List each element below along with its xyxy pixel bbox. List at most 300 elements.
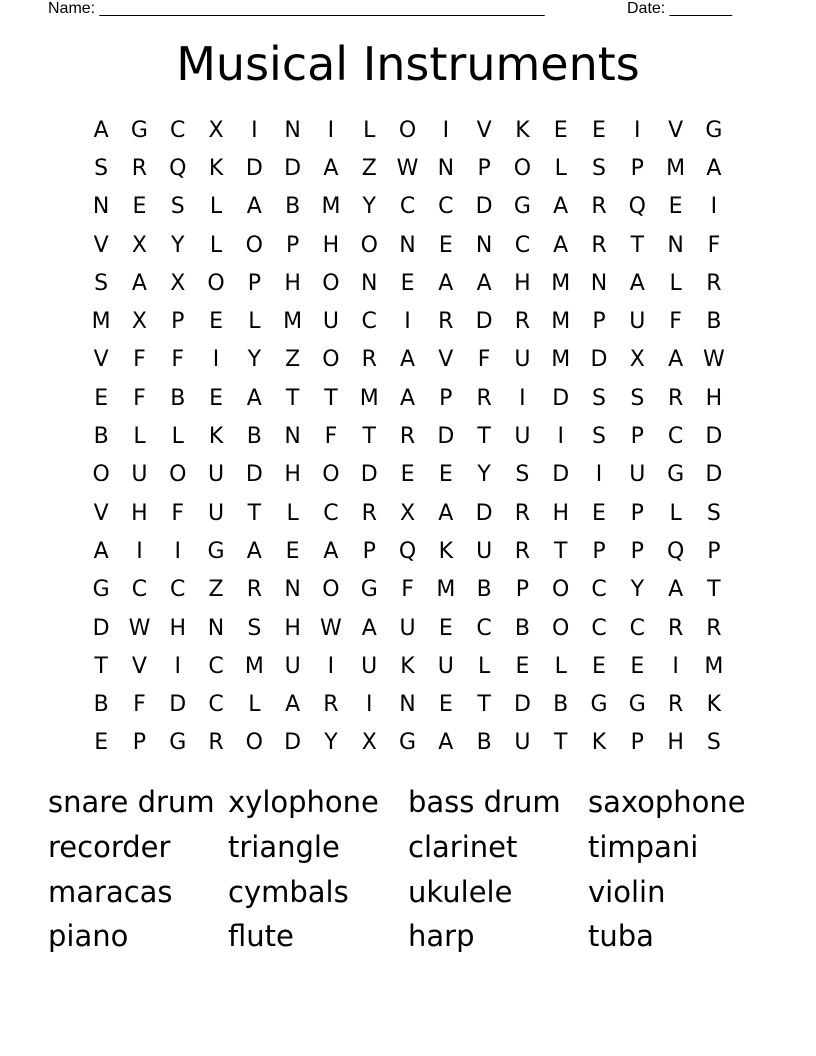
grid-letter[interactable]: Y	[171, 232, 185, 258]
grid-letter[interactable]: A	[361, 615, 377, 641]
grid-letter[interactable]: X	[361, 730, 377, 756]
grid-letter[interactable]: D	[284, 155, 302, 181]
grid-letter[interactable]: N	[284, 577, 301, 603]
grid-letter[interactable]: I	[672, 653, 679, 679]
grid-letter[interactable]: R	[667, 692, 684, 718]
grid-letter[interactable]: D	[284, 730, 302, 756]
grid-letter[interactable]: Z	[361, 155, 377, 181]
word-list	[48, 780, 768, 959]
grid-letter[interactable]: L	[209, 232, 223, 258]
grid-letter[interactable]: T	[362, 424, 376, 450]
grid-letter[interactable]: P	[592, 538, 606, 564]
grid-letter[interactable]: A	[285, 692, 301, 718]
grid-letter[interactable]: Z	[285, 347, 301, 373]
grid-letter[interactable]: N	[284, 117, 301, 143]
grid-letter[interactable]: C	[170, 577, 186, 603]
grid-letter[interactable]: O	[245, 232, 263, 258]
grid-letter[interactable]: O	[398, 117, 417, 143]
grid-letter[interactable]: E	[209, 385, 223, 411]
grid-letter[interactable]: H	[514, 270, 531, 296]
grid-letter[interactable]: U	[399, 615, 416, 641]
grid-letter[interactable]: M	[359, 385, 379, 411]
grid-letter[interactable]: G	[667, 462, 685, 488]
grid-letter[interactable]: S	[706, 500, 721, 526]
grid-letter[interactable]: K	[515, 117, 530, 143]
grid-letter[interactable]: A	[399, 385, 416, 411]
grid-letter[interactable]: E	[630, 653, 645, 679]
grid-letter[interactable]: R	[476, 385, 492, 411]
grid-letter[interactable]: U	[322, 309, 339, 335]
grid-letter[interactable]: R	[514, 538, 531, 564]
grid-letter[interactable]: M	[704, 653, 724, 679]
grid-letter[interactable]: R	[131, 155, 148, 181]
grid-letter[interactable]: X	[629, 347, 645, 373]
grid-letter[interactable]: G	[169, 730, 187, 756]
grid-letter[interactable]: Y	[247, 347, 262, 373]
grid-letter[interactable]: H	[552, 500, 569, 526]
grid-letter[interactable]: B	[170, 385, 186, 411]
grid-letter[interactable]: D	[475, 309, 493, 335]
grid-letter[interactable]: N	[284, 424, 301, 450]
grid-letter[interactable]: L	[171, 424, 184, 450]
grid-letter[interactable]: H	[284, 462, 301, 488]
grid-letter[interactable]: I	[519, 385, 526, 411]
grid-letter[interactable]: A	[553, 232, 569, 258]
grid-letter[interactable]: F	[324, 424, 338, 450]
grid-letter[interactable]: C	[667, 424, 684, 450]
grid-letter[interactable]: R	[438, 309, 454, 335]
grid-letter[interactable]: F	[707, 232, 721, 258]
grid-letter[interactable]: B	[553, 692, 569, 718]
grid-letter[interactable]: C	[591, 615, 607, 641]
grid-letter[interactable]: O	[322, 270, 340, 296]
grid-letter[interactable]: B	[706, 309, 722, 335]
grid-letter[interactable]: I	[251, 117, 258, 143]
grid-letter[interactable]: W	[396, 155, 419, 181]
grid-letter[interactable]: T	[94, 653, 108, 679]
grid-letter[interactable]: A	[438, 270, 454, 296]
grid-letter[interactable]: H	[284, 615, 301, 641]
grid-letter[interactable]: H	[169, 615, 187, 641]
grid-letter[interactable]: R	[591, 194, 607, 220]
grid-letter[interactable]: F	[401, 577, 414, 603]
grid-letter[interactable]: H	[284, 270, 301, 296]
grid-letter[interactable]: U	[514, 730, 531, 756]
grid-letter[interactable]: C	[514, 232, 531, 258]
grid-letter[interactable]: M	[283, 309, 303, 335]
grid-letter[interactable]: Q	[666, 538, 685, 564]
grid-letter[interactable]: A	[323, 538, 339, 564]
grid-letter[interactable]: U	[207, 462, 225, 488]
grid-letter[interactable]: T	[477, 692, 491, 718]
worksheet-header	[0, 0, 816, 20]
grid-letter[interactable]: Z	[208, 577, 224, 603]
grid-letter[interactable]: E	[553, 117, 568, 143]
grid-letter[interactable]: B	[476, 577, 492, 603]
grid-letter[interactable]: P	[362, 538, 376, 564]
grid-letter[interactable]: G	[130, 117, 148, 143]
grid-letter[interactable]: R	[514, 500, 531, 526]
grid-letter[interactable]: B	[93, 692, 109, 718]
grid-letter[interactable]: O	[207, 270, 225, 296]
grid-letter[interactable]: D	[513, 692, 531, 718]
grid-letter[interactable]: G	[398, 730, 417, 756]
grid-letter[interactable]: P	[630, 155, 644, 181]
grid-letter[interactable]: Y	[362, 194, 376, 220]
grid-letter[interactable]: B	[93, 424, 109, 450]
grid-letter[interactable]: R	[667, 385, 684, 411]
grid-letter[interactable]: E	[209, 309, 223, 335]
grid-letter[interactable]: A	[553, 194, 569, 220]
grid-letter[interactable]: G	[628, 692, 646, 718]
grid-letter[interactable]: D	[92, 615, 110, 641]
grid-letter[interactable]: T	[247, 500, 262, 526]
grid-letter[interactable]: E	[438, 462, 453, 488]
grid-letter[interactable]: A	[629, 270, 645, 296]
grid-letter[interactable]: C	[131, 577, 148, 603]
grid-letter[interactable]: Q	[398, 538, 417, 564]
word-list-item: bass drum	[408, 785, 561, 819]
grid-letter[interactable]: E	[592, 653, 606, 679]
grid-letter[interactable]: P	[285, 232, 300, 258]
grid-letter[interactable]: A	[246, 538, 262, 564]
grid-letter[interactable]: G	[92, 577, 110, 603]
grid-letter[interactable]: S	[630, 385, 645, 411]
grid-letter[interactable]: N	[207, 615, 225, 641]
grid-letter[interactable]: G	[360, 577, 378, 603]
grid-letter[interactable]: O	[169, 462, 187, 488]
grid-letter[interactable]: I	[710, 194, 718, 220]
grid-letter[interactable]: L	[554, 155, 567, 181]
grid-letter[interactable]: D	[245, 462, 263, 488]
grid-letter[interactable]: M	[321, 194, 341, 220]
grid-letter[interactable]: E	[132, 194, 147, 220]
grid-letter[interactable]: S	[592, 424, 606, 450]
word-list-item: recorder	[48, 829, 171, 864]
grid-letter[interactable]: K	[208, 155, 224, 181]
grid-letter[interactable]: A	[131, 270, 147, 296]
grid-letter[interactable]: N	[92, 194, 110, 220]
grid-letter[interactable]: A	[438, 500, 454, 526]
grid-letter[interactable]: O	[552, 577, 570, 603]
grid-letter[interactable]: I	[557, 424, 564, 450]
grid-letter[interactable]: O	[360, 232, 378, 258]
grid-letter[interactable]: N	[360, 270, 378, 296]
grid-letter[interactable]: M	[551, 309, 571, 335]
grid-letter[interactable]: L	[554, 653, 567, 679]
grid-letter[interactable]: L	[669, 500, 682, 526]
grid-letter[interactable]: P	[630, 424, 644, 450]
grid-letter[interactable]: D	[245, 155, 263, 181]
grid-letter[interactable]: D	[552, 462, 570, 488]
grid-letter[interactable]: I	[136, 538, 143, 564]
grid-letter[interactable]: T	[285, 385, 300, 411]
grid-letter[interactable]: U	[476, 538, 493, 564]
grid-letter[interactable]: U	[437, 653, 454, 679]
grid-letter[interactable]: O	[322, 347, 340, 373]
grid-letter[interactable]: X	[170, 270, 186, 296]
grid-letter[interactable]: A	[476, 270, 492, 296]
grid-letter[interactable]: U	[284, 653, 301, 679]
grid-letter[interactable]: I	[404, 309, 411, 335]
grid-letter[interactable]: H	[667, 730, 684, 756]
grid-letter[interactable]: C	[476, 615, 492, 641]
grid-letter[interactable]: F	[669, 309, 682, 335]
grid-letter[interactable]: D	[475, 194, 493, 220]
grid-letter[interactable]: P	[132, 730, 147, 756]
grid-letter[interactable]: V	[93, 232, 109, 258]
grid-letter[interactable]: A	[93, 538, 109, 564]
grid-letter[interactable]: B	[514, 615, 530, 641]
word-list-item: saxophone	[588, 785, 746, 819]
grid-letter[interactable]: U	[629, 309, 646, 335]
grid-letter[interactable]: R	[667, 615, 684, 641]
grid-letter[interactable]: N	[399, 232, 416, 258]
grid-letter[interactable]: Q	[628, 194, 646, 220]
grid-letter[interactable]: S	[592, 155, 606, 181]
grid-letter[interactable]: O	[513, 155, 532, 181]
grid-letter[interactable]: V	[93, 347, 109, 373]
grid-letter[interactable]: L	[477, 653, 491, 679]
grid-letter[interactable]: E	[438, 615, 453, 641]
grid-letter[interactable]: U	[629, 462, 646, 488]
grid-letter[interactable]: S	[515, 462, 530, 488]
grid-letter[interactable]: P	[592, 309, 606, 335]
grid-letter[interactable]: E	[285, 538, 300, 564]
grid-letter[interactable]: A	[246, 385, 262, 411]
grid-letter[interactable]: F	[133, 347, 146, 373]
grid-letter[interactable]: H	[705, 385, 723, 411]
grid-letter[interactable]: F	[133, 385, 146, 411]
grid-letter[interactable]: R	[591, 232, 607, 258]
grid-letter[interactable]: C	[208, 692, 224, 718]
grid-letter[interactable]: W	[703, 347, 725, 373]
grid-letter[interactable]: P	[477, 155, 491, 181]
grid-letter[interactable]: X	[399, 500, 416, 526]
grid-letter[interactable]: E	[515, 653, 530, 679]
grid-letter[interactable]: E	[592, 500, 606, 526]
grid-letter[interactable]: P	[247, 270, 261, 296]
grid-letter[interactable]: I	[365, 692, 373, 718]
grid-letter[interactable]: S	[247, 615, 262, 641]
grid-letter[interactable]: P	[171, 309, 185, 335]
grid-letter[interactable]: R	[323, 692, 339, 718]
grid-letter[interactable]: G	[513, 194, 531, 220]
grid-letter[interactable]: E	[94, 730, 109, 756]
grid-letter[interactable]: D	[705, 424, 723, 450]
grid-letter[interactable]: A	[93, 117, 109, 143]
grid-letter[interactable]: Y	[324, 730, 338, 756]
grid-letter[interactable]: N	[475, 232, 493, 258]
grid-letter[interactable]: I	[442, 117, 450, 143]
grid-letter[interactable]: S	[94, 270, 109, 296]
grid-letter[interactable]: E	[94, 385, 109, 411]
grid-letter[interactable]: A	[668, 347, 684, 373]
grid-letter[interactable]: Q	[169, 155, 187, 181]
grid-letter[interactable]: C	[591, 577, 607, 603]
grid-letter[interactable]: P	[630, 538, 644, 564]
grid-letter[interactable]: M	[551, 347, 571, 373]
grid-letter[interactable]: U	[514, 347, 531, 373]
grid-letter[interactable]: R	[361, 500, 377, 526]
grid-letter[interactable]: H	[322, 232, 340, 258]
grid-letter[interactable]: X	[208, 117, 224, 143]
grid-letter[interactable]: N	[437, 155, 455, 181]
grid-letter[interactable]: Y	[630, 577, 645, 603]
grid-letter[interactable]: L	[209, 194, 223, 220]
grid-letter[interactable]: E	[438, 232, 453, 258]
grid-letter[interactable]: N	[590, 270, 608, 296]
grid-letter[interactable]: I	[212, 347, 220, 373]
grid-letter[interactable]: X	[131, 309, 147, 335]
grid-letter[interactable]: T	[477, 424, 491, 450]
grid-letter[interactable]: K	[400, 653, 415, 679]
grid-letter[interactable]: T	[553, 538, 568, 564]
grid-letter[interactable]: L	[133, 424, 146, 450]
grid-letter[interactable]: D	[590, 347, 608, 373]
grid-letter[interactable]: L	[248, 692, 261, 718]
grid-letter[interactable]: F	[171, 347, 185, 373]
grid-letter[interactable]: D	[552, 385, 570, 411]
grid-letter[interactable]: K	[591, 730, 607, 756]
word-list-item: violin	[588, 874, 666, 909]
grid-letter[interactable]: S	[706, 730, 721, 756]
grid-letter[interactable]: U	[361, 653, 378, 679]
grid-letter[interactable]: E	[400, 462, 415, 488]
grid-letter[interactable]: M	[436, 577, 456, 603]
grid-letter[interactable]: O	[92, 462, 110, 488]
grid-letter[interactable]: H	[131, 500, 148, 526]
grid-letter[interactable]: O	[322, 577, 340, 603]
grid-letter[interactable]: I	[595, 462, 603, 488]
grid-letter[interactable]: M	[244, 653, 264, 679]
grid-letter[interactable]: U	[514, 424, 531, 450]
grid-letter[interactable]: P	[630, 500, 644, 526]
grid-letter[interactable]: C	[170, 117, 186, 143]
grid-letter[interactable]: I	[327, 653, 335, 679]
grid-letter[interactable]: P	[707, 538, 721, 564]
grid-letter[interactable]: E	[592, 117, 606, 143]
grid-letter[interactable]: B	[246, 424, 262, 450]
grid-letter[interactable]: N	[667, 232, 684, 258]
grid-letter[interactable]: E	[400, 270, 415, 296]
grid-letter[interactable]: D	[437, 424, 455, 450]
grid-letter[interactable]: R	[246, 577, 262, 603]
grid-letter[interactable]: R	[706, 615, 722, 641]
grid-letter[interactable]: R	[706, 270, 722, 296]
grid-letter[interactable]: U	[131, 462, 148, 488]
grid-letter[interactable]: S	[170, 194, 185, 220]
grid-letter[interactable]: D	[360, 462, 378, 488]
grid-letter[interactable]: A	[706, 155, 722, 181]
word-list-item: snare drum	[48, 785, 215, 819]
grid-letter[interactable]: V	[438, 347, 454, 373]
grid-letter[interactable]: C	[629, 615, 645, 641]
name-field-label: Name: __________________________________________________	[48, 0, 545, 17]
grid-letter[interactable]: T	[630, 232, 645, 258]
grid-letter[interactable]: R	[399, 424, 416, 450]
grid-letter[interactable]: T	[553, 730, 568, 756]
grid-letter[interactable]: M	[551, 270, 571, 296]
grid-letter[interactable]: B	[285, 194, 301, 220]
grid-letter[interactable]: R	[514, 309, 531, 335]
grid-letter[interactable]: A	[323, 155, 339, 181]
grid-letter[interactable]: C	[208, 653, 224, 679]
grid-letter[interactable]: M	[666, 155, 686, 181]
grid-letter[interactable]: U	[207, 500, 225, 526]
grid-letter[interactable]: G	[705, 117, 723, 143]
grid-letter[interactable]: G	[590, 692, 608, 718]
grid-letter[interactable]: F	[477, 347, 491, 373]
grid-letter[interactable]: K	[438, 538, 454, 564]
grid-letter[interactable]: P	[630, 730, 644, 756]
grid-letter[interactable]: V	[668, 117, 684, 143]
grid-letter[interactable]: O	[322, 462, 340, 488]
grid-letter[interactable]: T	[324, 385, 338, 411]
grid-letter[interactable]: I	[174, 653, 181, 679]
grid-letter[interactable]: L	[286, 500, 299, 526]
grid-letter[interactable]: V	[476, 117, 492, 143]
grid-letter[interactable]: X	[131, 232, 147, 258]
grid-letter[interactable]: W	[320, 615, 342, 641]
grid-letter[interactable]: S	[592, 385, 606, 411]
grid-letter[interactable]: D	[475, 500, 493, 526]
grid-letter[interactable]: A	[399, 347, 416, 373]
grid-letter[interactable]: L	[363, 117, 376, 143]
grid-letter[interactable]: I	[634, 117, 641, 143]
letter-grid	[82, 111, 733, 762]
grid-letter[interactable]: L	[669, 270, 682, 296]
grid-letter[interactable]: D	[169, 692, 187, 718]
grid-letter[interactable]: A	[438, 730, 454, 756]
grid-letter[interactable]: R	[208, 730, 224, 756]
grid-letter[interactable]: S	[94, 155, 109, 181]
grid-letter[interactable]: C	[399, 194, 416, 220]
grid-letter[interactable]: G	[207, 538, 225, 564]
grid-letter[interactable]: N	[399, 692, 416, 718]
grid-letter[interactable]: K	[208, 424, 224, 450]
grid-letter[interactable]: M	[91, 309, 111, 335]
grid-letter[interactable]: O	[245, 730, 263, 756]
grid-letter[interactable]: V	[93, 500, 109, 526]
grid-letter[interactable]: O	[552, 615, 570, 641]
word-list-item: clarinet	[408, 829, 518, 864]
grid-letter[interactable]: K	[706, 692, 722, 718]
grid-letter[interactable]: V	[131, 653, 147, 679]
grid-letter[interactable]: E	[668, 194, 683, 220]
grid-letter[interactable]: Y	[477, 462, 491, 488]
grid-letter[interactable]: P	[515, 577, 530, 603]
grid-letter[interactable]: A	[668, 577, 684, 603]
grid-letter[interactable]: I	[327, 117, 335, 143]
grid-letter[interactable]: F	[171, 500, 185, 526]
grid-letter[interactable]: L	[248, 309, 261, 335]
grid-letter[interactable]: E	[438, 692, 453, 718]
grid-letter[interactable]: P	[439, 385, 453, 411]
grid-letter[interactable]: F	[133, 692, 146, 718]
word-list-item: tuba	[588, 919, 654, 954]
grid-letter[interactable]: T	[707, 577, 721, 603]
grid-letter[interactable]: W	[128, 615, 151, 641]
grid-letter[interactable]: R	[361, 347, 377, 373]
grid-letter[interactable]: C	[438, 194, 454, 220]
grid-letter[interactable]: B	[476, 730, 492, 756]
grid-letter[interactable]: D	[705, 462, 723, 488]
grid-letter[interactable]: C	[361, 309, 377, 335]
grid-letter[interactable]: A	[246, 194, 262, 220]
grid-letter[interactable]: C	[323, 500, 339, 526]
grid-letter[interactable]: I	[174, 538, 181, 564]
